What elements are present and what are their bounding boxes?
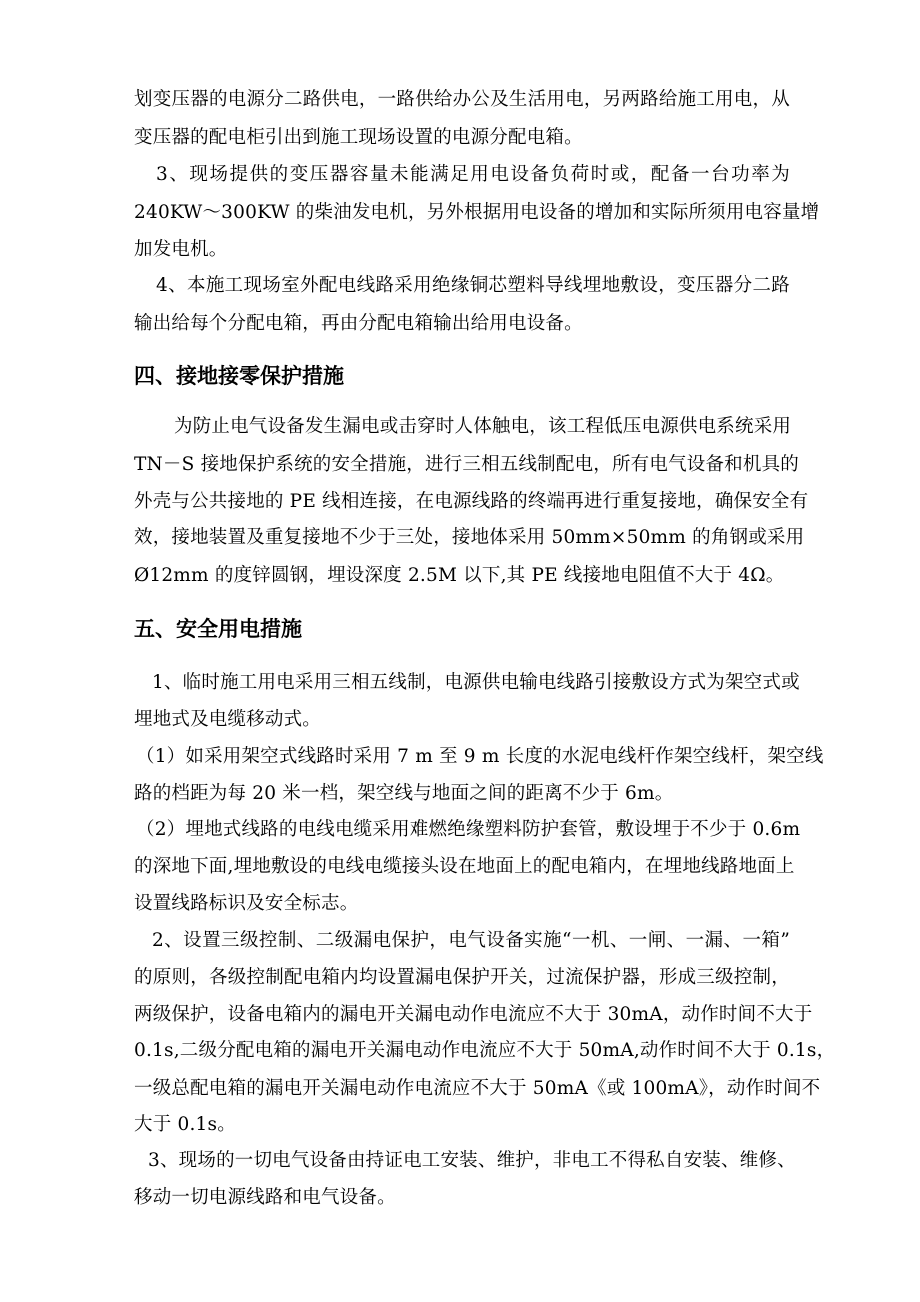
section-4-line-1: 为防止电气设备发生漏电或击穿时人体触电，该工程低压电源供电系统采用 [174,416,792,437]
section-5-paragraph-2-line-6: 大于 0.1s。 [134,1114,236,1135]
paragraph-3-line-2: 240KW～300KW 的柴油发电机，另外根据用电设备的增加和实际所须用电容量增 [134,202,820,223]
paragraph-3-line-1: 3、现场提供的变压器容量未能满足用电设备负荷时或，配备一台功率为 [156,164,790,185]
section-5-paragraph-2-line-4: 0.1s,二级分配电箱的漏电开关漏电动作电流应不大于 50mA,动作时间不大于 0.1s， [134,1040,836,1061]
subitem-1-line-2: 路的档距为每 20 米一档，架空线与地面之间的距离不少于 6m。 [134,783,674,804]
section-5-paragraph-1-line-2: 埋地式及电缆移动式。 [134,709,322,730]
subitem-2-line-1: （2）埋地式线路的电线电缆采用难燃绝缘塑料防护套管，敷设埋于不少于 0.6m [136,819,801,840]
section-4-line-2: TN－S 接地保护系统的安全措施，进行三相五线制配电，所有电气设备和机具的 [134,454,799,475]
intro-line-2: 变压器的配电柜引出到施工现场设置的电源分配电箱。 [134,127,583,148]
section-5-paragraph-3-line-2: 移动一切电源线路和电气设备。 [134,1187,396,1208]
intro-line-1: 划变压器的电源分二路供电，一路供给办公及生活用电，另两路给施工用电，从 [134,89,790,110]
section-5-heading: 五、安全用电措施 [134,617,302,641]
section-4-line-4: 效，接地装置及重复接地不少于三处，接地体采用 50mm×50mm 的角钢或采用 [134,527,805,548]
subitem-2-line-2: 的深地下面,埋地敷设的电线电缆接头设在地面上的配电箱内，在埋地线路地面上 [134,856,795,877]
section-4-line-5: Ø12mm 的度锌圆钢，埋设深度 2.5M 以下,其 PE 线接地电阻值不大于 4Ω。 [134,565,785,586]
section-5-paragraph-1-line-1: 1、临时施工用电采用三相五线制，电源供电输电线路引接敷设方式为架空式或 [152,672,800,693]
section-5-paragraph-2-line-1: 2、设置三级控制、二级漏电保护，电气设备实施“一机、一闸、一漏、一箱” [152,930,790,951]
section-4-heading: 四、接地接零保护措施 [134,364,344,388]
paragraph-4-line-2: 输出给每个分配电箱，再由分配电箱输出给用电设备。 [134,313,583,334]
subitem-2-line-3: 设置线路标识及安全标志。 [134,893,359,914]
section-5-paragraph-3-line-1: 3、现场的一切电气设备由持证电工安装、维护，非电工不得私自安装、维修、 [148,1150,796,1171]
section-5-paragraph-2-line-5: 一级总配电箱的漏电开关漏电动作电流应不大于 50mA《或 100mA》，动作时间不 [134,1078,821,1099]
section-4-line-3: 外壳与公共接地的 PE 线相连接，在电源线路的终端再进行重复接地，确保安全有 [134,491,809,512]
section-5-paragraph-2-line-3: 两级保护，设备电箱内的漏电开关漏电动作电流应不大于 30mA，动作时间不大于 [134,1004,813,1025]
section-5-paragraph-2-line-2: 的原则，各级控制配电箱内均设置漏电保护开关，过流保护器，形成三级控制， [134,967,790,988]
subitem-1-line-1: （1）如采用架空式线路时采用 7 m 至 9 m 长度的水泥电线杆作架空线杆，架空线 [136,746,824,767]
paragraph-4-line-1: 4、本施工现场室外配电线路采用绝缘铜芯塑料导线埋地敷设，变压器分二路 [156,275,790,296]
paragraph-3-line-3: 加发电机。 [134,239,228,260]
